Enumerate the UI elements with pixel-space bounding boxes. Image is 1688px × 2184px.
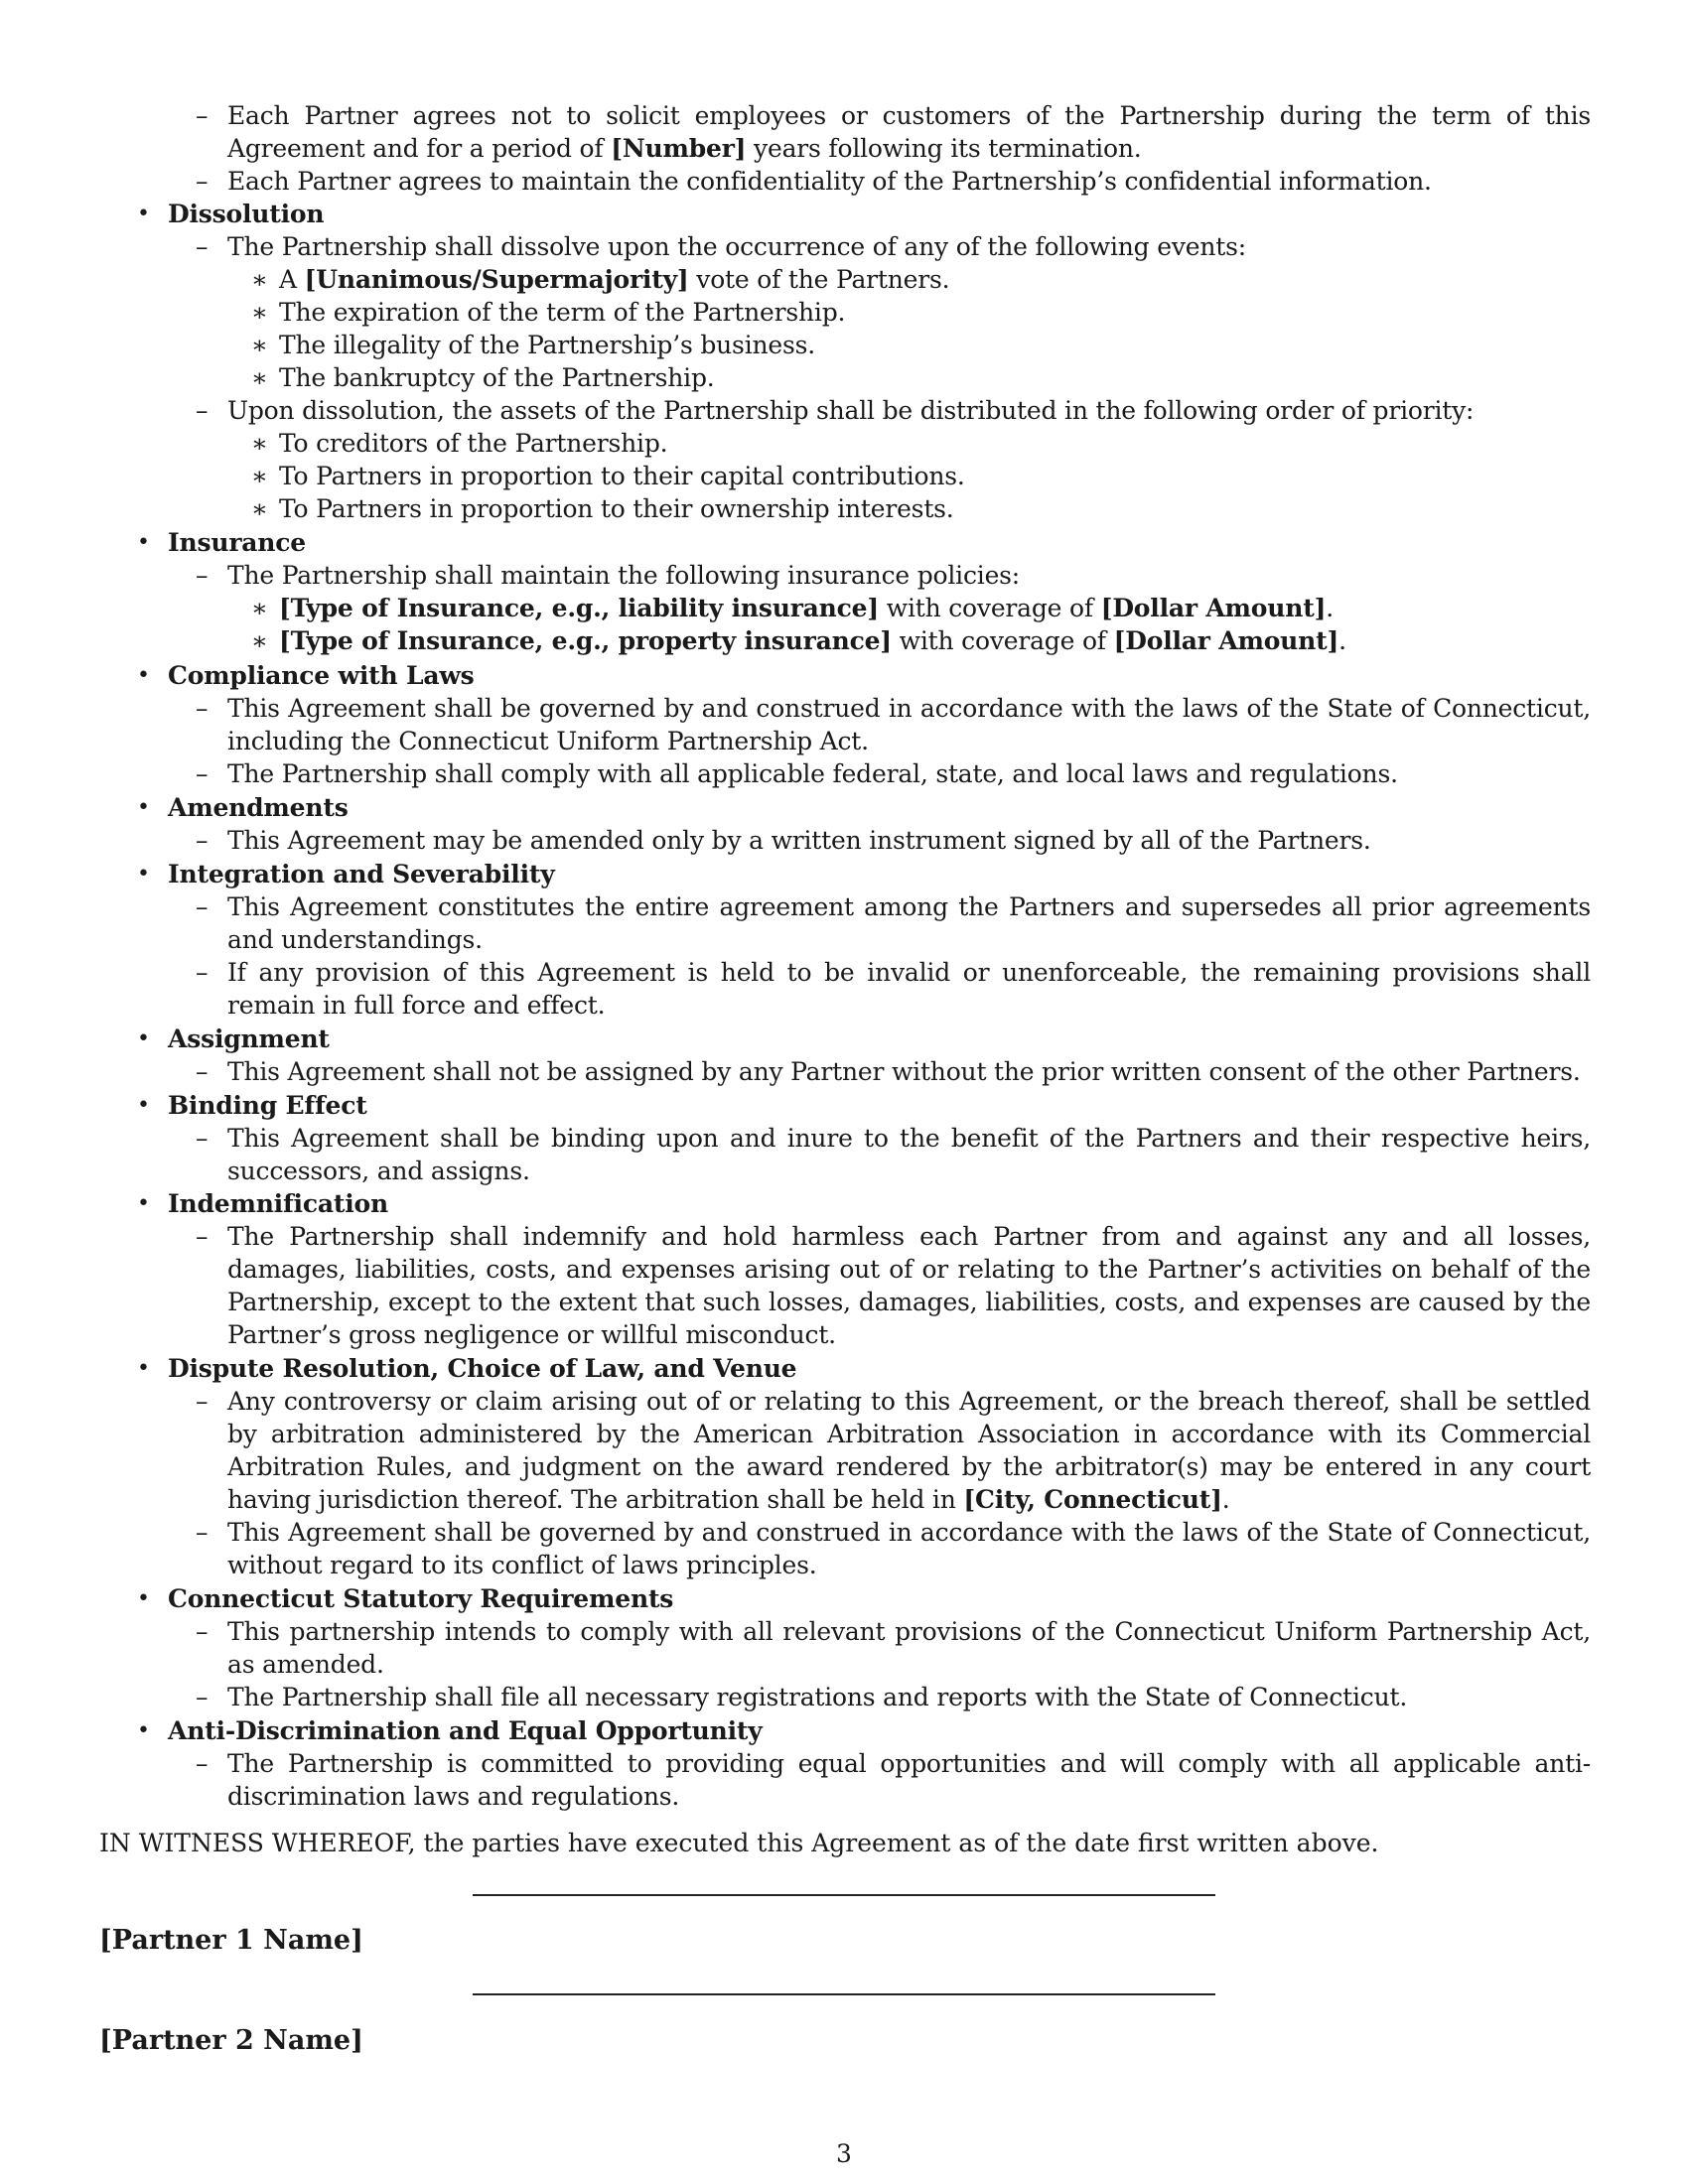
bullet-icon: • (137, 663, 150, 688)
sub-item: ∗ The bankruptcy of the Partnership. (251, 363, 715, 392)
list-item: – This Agreement shall be binding upon and inure to the benefit of the Partners and their respective heirs, successors, and assigns. (196, 1124, 1591, 1185)
bullet-icon: • (137, 202, 150, 226)
dash-bullet: – (196, 232, 209, 261)
partner-2-name: [Partner 2 Name] (99, 2025, 363, 2056)
dash-bullet: – (196, 892, 209, 921)
section-title: Integration and Severability (168, 860, 555, 888)
section-title: Amendments (168, 793, 349, 822)
list-item: – If any provision of this Agreement is held to be invalid or unenforceable, the remaining provisions shall remain in full force and effect. (196, 958, 1591, 1020)
bullet-icon: • (137, 1191, 150, 1216)
list-item: – Each Partner agrees to maintain the confidentiality of the Partnership’s confidential information. (196, 167, 1432, 196)
signature-line-partner-1[interactable] (473, 1894, 1215, 1896)
dash-bullet: – (196, 561, 209, 590)
dash-bullet: – (196, 1617, 209, 1646)
witness-statement: IN WITNESS WHEREOF, the parties have executed this Agreement as of the date first written above. (99, 1829, 1379, 1857)
dash-bullet: – (196, 101, 209, 130)
asterisk-bullet: ∗ (251, 594, 268, 622)
section-title: Anti-Discrimination and Equal Opportunity (168, 1716, 763, 1745)
sub-item: ∗ The illegality of the Partnership’s business. (251, 331, 815, 359)
list-item: – The Partnership shall file all necessary registrations and reports with the State of Connecticut. (196, 1683, 1408, 1711)
section-title: Insurance (168, 528, 306, 557)
section-title: Indemnification (168, 1189, 388, 1218)
list-item: – Upon dissolution, the assets of the Partnership shall be distributed in the following order of priority: (196, 396, 1475, 425)
dash-bullet: – (196, 826, 209, 855)
bullet-icon: • (137, 1718, 150, 1743)
asterisk-bullet: ∗ (251, 331, 268, 359)
list-item: – The Partnership shall indemnify and hold harmless each Partner from and against any and all losses, damages, liabilities, costs, and expenses arising out of or relating to the Partner’s activities on behalf of the Partnership, except to the extent that such losses, damages, liabilities, costs, and expenses are caused by the Partner’s gross negligence or willful misconduct. (196, 1222, 1591, 1349)
dash-bullet: – (196, 958, 209, 987)
sub-item: ∗ To creditors of the Partnership. (251, 429, 668, 458)
section-anti-discrimination (99, 1714, 1591, 1813)
section-title: Connecticut Statutory Requirements (168, 1584, 674, 1613)
asterisk-bullet: ∗ (251, 363, 268, 392)
bullet-icon: • (137, 1586, 150, 1611)
sub-item: ∗ The expiration of the term of the Partnership. (251, 298, 846, 327)
dash-bullet: – (196, 1222, 209, 1251)
bullet-icon: • (137, 1026, 150, 1051)
signature-line-partner-2[interactable] (473, 1993, 1215, 1995)
list-item: – This Agreement shall not be assigned by any Partner without the prior written consent of the other Partners. (196, 1057, 1581, 1086)
dash-bullet: – (196, 1518, 209, 1547)
dash-bullet: – (196, 1749, 209, 1778)
list-item: – This partnership intends to comply with all relevant provisions of the Connecticut Uniform Partnership Act, as amended. (196, 1617, 1591, 1679)
section-title: Assignment (168, 1024, 330, 1053)
bullet-icon: • (137, 530, 150, 555)
list-item: – The Partnership shall maintain the following insurance policies: (196, 561, 1021, 590)
dash-bullet: – (196, 167, 209, 196)
dash-bullet: – (196, 1683, 209, 1711)
list-item: – This Agreement shall be governed by and construed in accordance with the laws of the State of Connecticut, without regard to its conflict of laws principles. (196, 1518, 1591, 1579)
section-amendments (99, 791, 1591, 857)
section-indemnification (99, 1187, 1591, 1351)
list-item: – This Agreement may be amended only by a written instrument signed by all of the Partners. (196, 826, 1371, 855)
section-statutory (99, 1582, 1591, 1713)
section-continuation (99, 99, 1591, 198)
sub-item: ∗ [Type of Insurance, e.g., liability insurance] with coverage of [Dollar Amount]. (251, 594, 1334, 622)
section-assignment (99, 1023, 1591, 1088)
bullet-icon: • (137, 862, 150, 887)
bullet-icon: • (137, 795, 150, 820)
list-item: – This Agreement constitutes the entire agreement among the Partners and supersedes all prior agreements and understandings. (196, 892, 1591, 954)
list-item: – The Partnership shall dissolve upon the occurrence of any of the following events: (196, 232, 1246, 261)
dash-bullet: – (196, 1057, 209, 1086)
section-title: Dispute Resolution, Choice of Law, and Venue (168, 1354, 797, 1383)
section-title: Binding Effect (168, 1091, 367, 1120)
section-integration (99, 858, 1591, 1022)
section-title: Dissolution (168, 200, 325, 228)
bullet-icon: • (137, 1356, 150, 1381)
dash-bullet: – (196, 759, 209, 788)
section-insurance (99, 526, 1591, 657)
sub-item: ∗ [Type of Insurance, e.g., property insurance] with coverage of [Dollar Amount]. (251, 626, 1346, 655)
list-item: – The Partnership is committed to providing equal opportunities and will comply with all applicable anti-discrimination laws and regulations. (196, 1749, 1591, 1811)
asterisk-bullet: ∗ (251, 265, 268, 294)
asterisk-bullet: ∗ (251, 494, 268, 523)
page-number: 3 (836, 2139, 852, 2168)
asterisk-bullet: ∗ (251, 462, 268, 490)
dash-bullet: – (196, 1387, 209, 1416)
section-binding-effect (99, 1089, 1591, 1187)
list-item: – Each Partner agrees not to solicit employees or customers of the Partnership during the term of this Agreement and for a period of [Number] years following its termination. (196, 101, 1591, 163)
bullet-icon: • (137, 1093, 150, 1118)
list-item: – The Partnership shall comply with all applicable federal, state, and local laws and regulations. (196, 759, 1398, 788)
section-title: Compliance with Laws (168, 661, 475, 690)
sub-item: ∗ To Partners in proportion to their ownership interests. (251, 494, 954, 523)
asterisk-bullet: ∗ (251, 626, 268, 655)
asterisk-bullet: ∗ (251, 429, 268, 458)
dash-bullet: – (196, 694, 209, 723)
section-dispute-resolution (99, 1352, 1591, 1581)
dash-bullet: – (196, 1124, 209, 1153)
section-compliance (99, 659, 1591, 790)
list-item: – Any controversy or claim arising out of or relating to this Agreement, or the breach thereof, shall be settled by arbitration administered by the American Arbitration Association in accordance with its Commercial Arbitration Rules, and judgment on the award rendered by the arbitrator(s) may be entered in any court having jurisdiction thereof. The arbitration shall be held in [City, Connecticut]. (196, 1387, 1591, 1514)
sub-item: ∗ A [Unanimous/Supermajority] vote of the Partners. (251, 265, 950, 294)
section-dissolution (99, 198, 1591, 525)
partner-1-name: [Partner 1 Name] (99, 1925, 363, 1956)
list-item: – This Agreement shall be governed by and construed in accordance with the laws of the State of Connecticut, including the Connecticut Uniform Partnership Act. (196, 694, 1591, 755)
sub-item: ∗ To Partners in proportion to their capital contributions. (251, 462, 965, 490)
dash-bullet: – (196, 396, 209, 425)
asterisk-bullet: ∗ (251, 298, 268, 327)
